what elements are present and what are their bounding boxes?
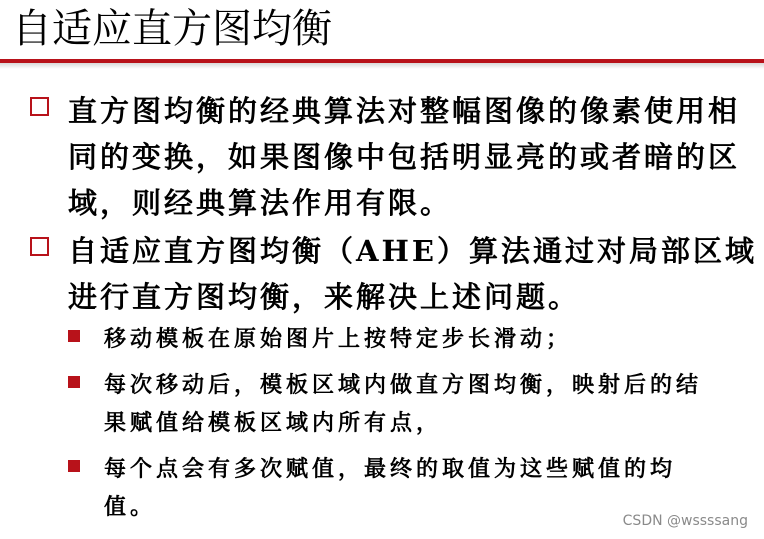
slide-title: 自适应直方图均衡	[12, 6, 332, 52]
sub-bullet-text: 每次移动后，模板区域内做直方图均衡，映射后的结果赋值给模板区域内所有点，	[104, 372, 703, 436]
title-underline-shadow	[0, 63, 764, 69]
sub-bullet-text: 移动模板在原始图片上按特定步长滑动；	[104, 326, 573, 352]
filled-square-icon	[68, 330, 80, 342]
bullet-text: 自适应直方图均衡（AHE）算法通过对局部区域进行直方图均衡，来解决上述问题。	[68, 234, 758, 314]
watermark: CSDN @wssssang	[622, 513, 748, 529]
hollow-square-icon	[30, 237, 49, 256]
hollow-square-icon	[30, 97, 49, 116]
bullet-text: 直方图均衡的经典算法对整幅图像的像素使用相同的变换，如果图像中包括明显亮的或者暗的区域，则经典算法作用有限。	[68, 94, 741, 220]
filled-square-icon	[68, 376, 80, 388]
filled-square-icon	[68, 460, 80, 472]
sub-bullet-text: 每个点会有多次赋值，最终的取值为这些赋值的均值。	[104, 456, 677, 520]
